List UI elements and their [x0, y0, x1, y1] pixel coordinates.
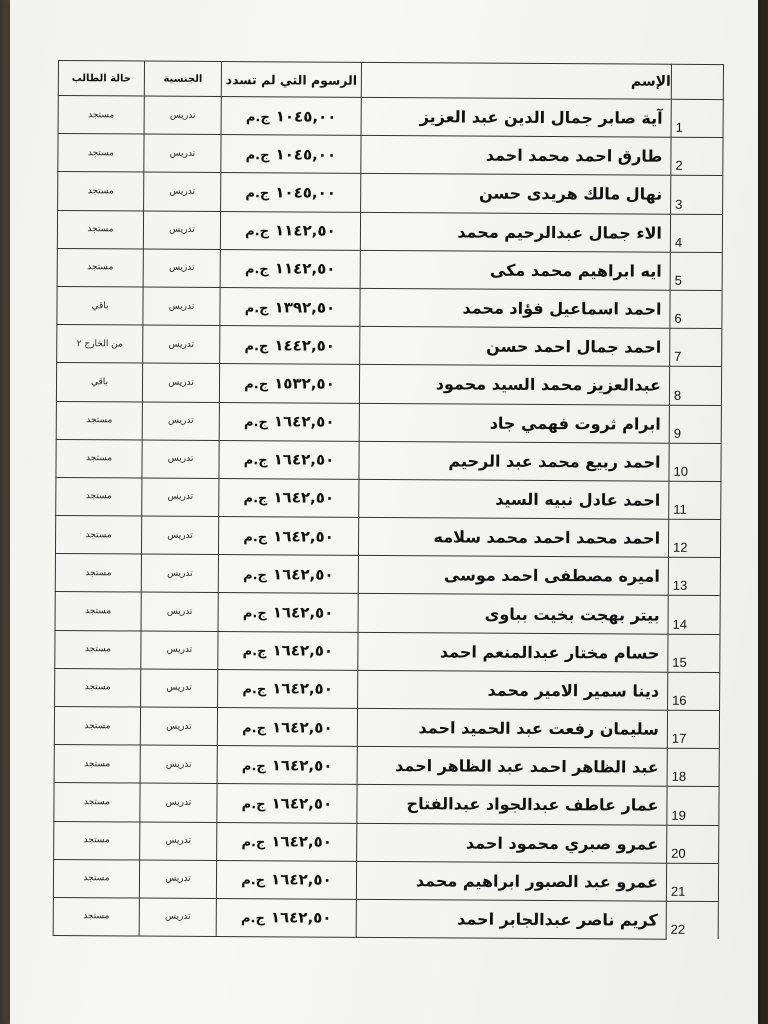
- student-name: احمد عادل نبيه السيد: [359, 479, 669, 519]
- fee-amount: ١٠٤٥,٠٠: [275, 183, 336, 202]
- desk-surface: [0, 0, 10, 1024]
- table-row: [55, 668, 720, 710]
- student-status: مستجد: [54, 821, 140, 860]
- row-number: 19: [667, 787, 719, 826]
- fee-currency: ج.م: [241, 835, 266, 851]
- fee-currency: ج.م: [245, 186, 270, 202]
- student-nationality: تدريس: [143, 249, 220, 288]
- row-number: 10: [669, 443, 721, 482]
- unpaid-fees: [220, 287, 360, 326]
- fee-amount: ١٦٤٢,٥٠: [271, 794, 333, 813]
- fee-amount: ١٤٤٢,٥٠: [274, 336, 336, 355]
- fee-currency: ج.م: [245, 224, 270, 240]
- student-nationality: تدريس: [141, 592, 218, 631]
- header-index-cell: [671, 64, 723, 99]
- fee-currency: ج.م: [241, 797, 266, 813]
- student-nationality: تدريس: [139, 860, 216, 899]
- student-nationality: تدريس: [142, 363, 219, 402]
- student-nationality: تدريس: [143, 325, 220, 364]
- unpaid-fees: [220, 326, 360, 365]
- fee-amount: ١٦٤٢,٥٠: [273, 488, 335, 508]
- row-number: 4: [670, 214, 722, 253]
- student-status: باقي: [57, 286, 143, 325]
- student-status: مستجد: [55, 668, 141, 707]
- row-number: 20: [667, 825, 719, 864]
- fee-currency: ج.م: [242, 606, 267, 622]
- header-student-status: حالة الطالب: [58, 61, 144, 97]
- student-name: ايه ابراهيم محمد مكى: [360, 250, 670, 290]
- student-status: مستجد: [57, 248, 143, 287]
- row-number: 15: [668, 634, 720, 673]
- student-nationality: تدريس: [140, 745, 217, 784]
- table-row: [58, 172, 723, 214]
- student-status: مستجد: [54, 706, 140, 745]
- row-number: 9: [669, 405, 721, 444]
- student-name: اميره مصطفى احمد موسى: [358, 556, 668, 596]
- unpaid-fees: [218, 593, 358, 632]
- student-name: طارق احمد محمد احمد: [361, 136, 671, 176]
- student-nationality: تدريس: [143, 211, 220, 250]
- row-number: 18: [667, 748, 719, 787]
- student-nationality: تدريس: [144, 172, 221, 211]
- fee-amount: ١٦٤٢,٥٠: [272, 679, 333, 699]
- table-row: [58, 134, 723, 176]
- row-number: 8: [669, 367, 721, 406]
- unpaid-fees: [218, 517, 358, 556]
- student-name: آية صابر جمال الدين عبد العزيز: [361, 97, 671, 137]
- student-status: مستجد: [58, 172, 144, 211]
- table-row: [56, 439, 721, 481]
- student-nationality: تدريس: [139, 898, 216, 936]
- unpaid-fees: [217, 822, 357, 861]
- student-nationality: تدريس: [140, 707, 217, 746]
- table-row: [57, 286, 722, 328]
- fee-amount: ١٦٤٢,٥٠: [271, 756, 333, 775]
- unpaid-fees: [219, 364, 359, 403]
- fee-currency: ج.م: [243, 567, 267, 584]
- fee-amount: ١٦٤٢,٥٠: [273, 412, 335, 431]
- student-nationality: تدريس: [141, 669, 218, 708]
- student-status: مستجد: [55, 516, 141, 555]
- student-status: مستجد: [56, 439, 142, 478]
- student-name: الاء جمال عبدالرحيم محمد: [360, 212, 670, 252]
- student-nationality: تدريس: [144, 134, 221, 173]
- table-row: [53, 859, 718, 901]
- student-nationality: تدريس: [142, 402, 219, 441]
- unpaid-fees: [217, 746, 357, 785]
- unpaid-fees: [220, 249, 360, 288]
- row-number: 13: [668, 557, 720, 596]
- header-row: [58, 61, 723, 100]
- fee-currency: ج.م: [241, 873, 266, 889]
- fee-amount: ١٦٤٢,٥٠: [271, 832, 333, 851]
- student-name: عبدالعزيز محمد السيد محمود: [359, 365, 669, 405]
- fee-amount: ١٦٤٢,٥٠: [273, 526, 334, 546]
- fees-roster-table: [53, 60, 724, 940]
- student-status: مستجد: [55, 592, 141, 631]
- table-row: [54, 745, 719, 787]
- student-name: بيتر بهجت بخيت بباوى: [358, 594, 668, 634]
- row-number: 5: [670, 252, 722, 291]
- fee-amount: ١٦٤٢,٥٠: [272, 641, 334, 660]
- student-status: باقي: [56, 363, 142, 402]
- row-number: 17: [667, 710, 719, 749]
- student-name: دينا سمير الامير محمد: [358, 670, 668, 710]
- student-status: مستجد: [53, 897, 139, 935]
- row-number: 7: [670, 328, 722, 367]
- fee-amount: ١١٤٢,٥٠: [274, 259, 336, 279]
- student-name: احمد ربيع محمد عبد الرحيم: [359, 441, 669, 481]
- fee-amount: ١٦٤٢,٥٠: [272, 603, 334, 622]
- fee-currency: ج.م: [241, 758, 266, 775]
- fee-currency: ج.م: [245, 147, 270, 164]
- table-row: [55, 592, 720, 634]
- student-status: مستجد: [55, 630, 141, 669]
- fee-currency: ج.م: [244, 262, 269, 278]
- unpaid-fees: [221, 135, 361, 174]
- student-status: مستجد: [58, 96, 144, 135]
- fee-currency: ج.م: [240, 911, 265, 927]
- unpaid-fees: [216, 898, 356, 937]
- fee-amount: ١٣٩٢,٥٠: [274, 297, 336, 317]
- fee-amount: ١٠٤٥,٠٠: [275, 145, 337, 164]
- fee-amount: ١٦٤٢,٥٠: [271, 870, 332, 890]
- row-number: 1: [671, 99, 723, 138]
- student-name: عمرو صبري محمود احمد: [357, 823, 667, 863]
- student-status: مستجد: [53, 859, 139, 898]
- unpaid-fees: [220, 211, 360, 250]
- fee-currency: ج.م: [244, 338, 269, 355]
- table-row: [56, 363, 721, 405]
- student-nationality: تدريس: [140, 783, 217, 822]
- student-status: من الخارج ٢: [57, 325, 143, 364]
- table-row: [57, 325, 722, 367]
- row-number: 11: [669, 481, 721, 520]
- table-row: [54, 706, 719, 748]
- student-status: مستجد: [54, 783, 140, 822]
- student-status: مستجد: [56, 401, 142, 440]
- student-nationality: تدريس: [143, 287, 220, 326]
- student-nationality: تدريس: [140, 822, 217, 861]
- row-number: 16: [668, 672, 720, 711]
- student-name: كريم ناصر عبدالجابر احمد: [356, 899, 666, 939]
- fee-currency: ج.م: [243, 491, 268, 507]
- fee-amount: ١١٤٢,٥٠: [275, 221, 336, 240]
- unpaid-fees: [221, 173, 361, 212]
- fee-amount: ١٦٤٢,٥٠: [271, 717, 333, 737]
- fee-currency: ج.م: [245, 109, 270, 125]
- student-name: ابرام ثروت فهمي جاد: [359, 403, 669, 443]
- student-nationality: تدريس: [141, 516, 218, 555]
- roster-body: [53, 96, 723, 940]
- fee-currency: ج.م: [244, 300, 269, 316]
- student-name: عمرو عبد الصبور ابراهيم محمد: [356, 861, 666, 901]
- row-number: 22: [666, 901, 718, 939]
- unpaid-fees: [218, 669, 358, 708]
- unpaid-fees: [217, 707, 357, 746]
- paper-sheet: [10, 0, 758, 1024]
- table-row: [57, 210, 722, 252]
- fee-currency: ج.م: [242, 644, 267, 660]
- table-row: [58, 96, 723, 138]
- unpaid-fees: [217, 784, 357, 823]
- student-nationality: تدريس: [141, 554, 218, 593]
- header-name: الإسم: [361, 62, 671, 99]
- fees-roster-sheet: [53, 60, 723, 944]
- student-status: مستجد: [55, 554, 141, 593]
- student-name: احمد جمال احمد حسن: [360, 326, 670, 366]
- unpaid-fees: [216, 860, 356, 899]
- student-status: مستجد: [56, 477, 142, 516]
- table-row: [54, 783, 719, 825]
- fee-amount: ١٦٤٢,٥٠: [272, 565, 334, 584]
- student-name: حسام مختار عبدالمنعم احمد: [358, 632, 668, 672]
- fee-amount: ١٠٤٥,٠٠: [275, 106, 337, 126]
- unpaid-fees: [218, 631, 358, 670]
- student-nationality: تدريس: [142, 478, 219, 517]
- student-status: مستجد: [54, 745, 140, 784]
- unpaid-fees: [219, 440, 359, 479]
- student-name: احمد محمد احمد محمد سلامه: [358, 517, 668, 557]
- student-nationality: تدريس: [141, 631, 218, 670]
- student-name: عبد الظاهر احمد عبد الظاهر احمد: [357, 747, 667, 787]
- row-number: 6: [670, 290, 722, 329]
- fee-currency: ج.م: [242, 682, 267, 698]
- fee-amount: ١٦٤٢,٥٠: [270, 908, 332, 927]
- row-number: 2: [671, 137, 723, 176]
- row-number: 12: [668, 519, 720, 558]
- unpaid-fees: [219, 402, 359, 441]
- student-name: عمار عاطف عبدالجواد عبدالفتاح: [357, 785, 667, 825]
- row-number: 21: [666, 863, 718, 902]
- fee-currency: ج.م: [243, 529, 268, 545]
- table-row: [55, 630, 720, 672]
- student-nationality: تدريس: [144, 96, 221, 135]
- unpaid-fees: [218, 555, 358, 594]
- student-status: مستجد: [57, 210, 143, 249]
- fee-currency: ج.م: [242, 720, 267, 736]
- table-row: [57, 248, 722, 290]
- student-name: نهال مالك هريدى حسن: [361, 174, 671, 214]
- table-row: [54, 821, 719, 863]
- unpaid-fees: [221, 96, 361, 135]
- header-unpaid-fees: الرسوم التي لم تسدد: [221, 61, 361, 97]
- student-name: احمد اسماعيل فؤاد محمد: [360, 288, 670, 328]
- table-row: [56, 477, 721, 519]
- student-name: سليمان رفعت عبد الحميد احمد: [357, 708, 667, 748]
- fee-currency: ج.م: [243, 415, 268, 431]
- table-row: [55, 554, 720, 596]
- table-row: [55, 516, 720, 558]
- header-nationality: الجنسية: [144, 61, 221, 96]
- unpaid-fees: [219, 478, 359, 517]
- table-row: [56, 401, 721, 443]
- fee-amount: ١٥٣٢,٥٠: [274, 374, 335, 393]
- fee-amount: ١٦٤٢,٥٠: [273, 450, 335, 469]
- fee-currency: ج.م: [244, 377, 269, 393]
- student-status: مستجد: [58, 134, 144, 173]
- table-row: [53, 897, 718, 939]
- fee-currency: ج.م: [243, 453, 268, 469]
- student-nationality: تدريس: [142, 440, 219, 479]
- row-number: 3: [671, 176, 723, 215]
- row-number: 14: [668, 596, 720, 635]
